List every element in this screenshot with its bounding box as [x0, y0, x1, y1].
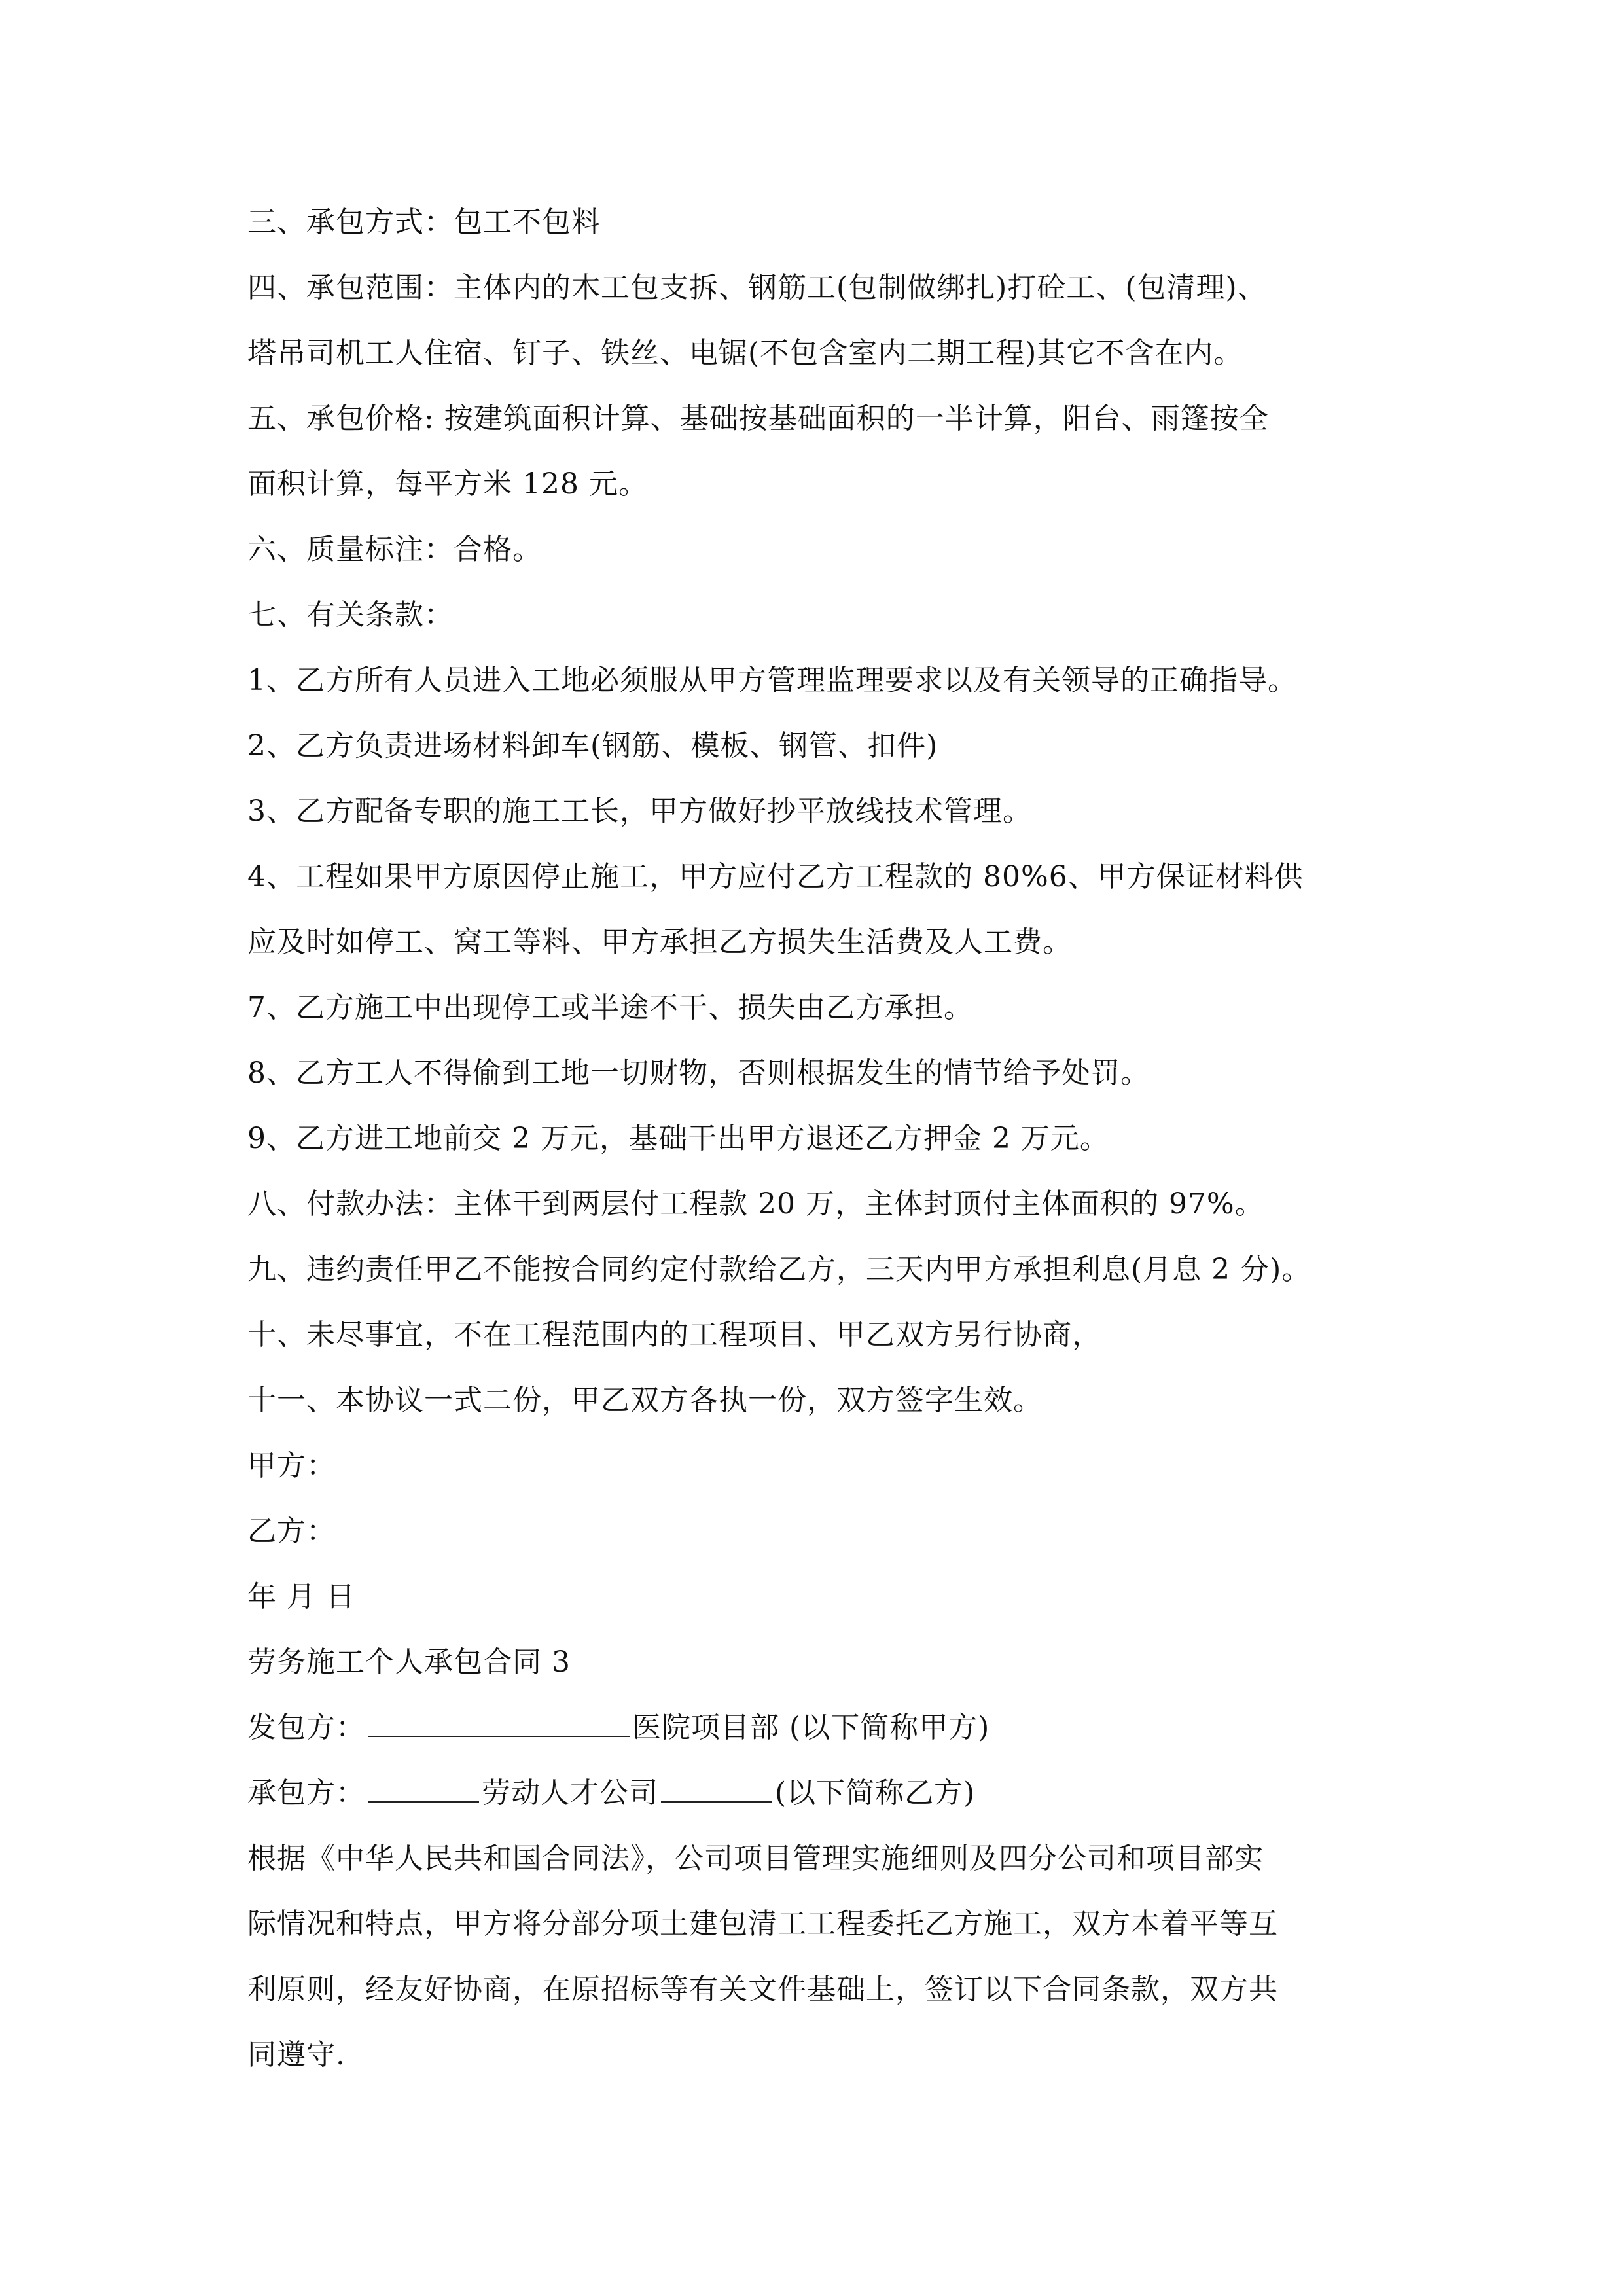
contractor-label: 发包方： [247, 1711, 365, 1744]
clause-quality: 六、质量标注：合格。 [247, 533, 542, 566]
contractor-suffix: 医院项目部 (以下简称甲方) [632, 1711, 990, 1744]
term-9: 9、乙方进工地前交 2 万元，基础干出甲方退还乙方押金 2 万元。 [247, 1122, 1109, 1155]
clause-payment: 八、付款办法：主体干到两层付工程款 20 万，主体封顶付主体面积的 97%。 [247, 1187, 1264, 1221]
term-1: 1、乙方所有人员进入工地必须服从甲方管理监理要求以及有关领导的正确指导。 [247, 664, 1297, 697]
date-line: 年 月 日 [247, 1580, 355, 1613]
preamble-line-4: 同遵守. [247, 2038, 346, 2072]
term-4-line-2: 应及时如停工、窝工等料、甲方承担乙方损失生活费及人工费。 [247, 925, 1072, 959]
clause-scope-line-2: 塔吊司机工人住宿、钉子、铁丝、电锯(不包含室内二期工程)其它不含在内。 [247, 336, 1243, 370]
contractor-line [247, 1695, 1432, 1761]
subcontractor-suffix: (以下简称乙方) [775, 1776, 976, 1810]
clause-terms-heading: 七、有关条款： [247, 598, 454, 632]
clause-scope-line-1: 四、承包范围：主体内的木工包支拆、钢筋工(包制做绑扎)打砼工、(包清理)、 [247, 271, 1267, 304]
subcontractor-label: 承包方： [247, 1776, 365, 1810]
contractor-blank [368, 1707, 630, 1737]
term-3: 3、乙方配备专职的施工工长，甲方做好抄平放线技术管理。 [247, 795, 1032, 828]
subcontractor-blank-after [661, 1772, 772, 1803]
term-2: 2、乙方负责进场材料卸车(钢筋、模板、钢管、扣件) [247, 729, 938, 762]
contract-3-title: 劳务施工个人承包合同 3 [247, 1645, 571, 1679]
party-a-signature: 甲方： [247, 1449, 336, 1482]
term-8: 8、乙方工人不得偷到工地一切财物，否则根据发生的情节给予处罚。 [247, 1056, 1150, 1090]
clause-price-line-2: 面积计算，每平方米 128 元。 [247, 467, 648, 501]
term-4-line-1: 4、工程如果甲方原因停止施工，甲方应付乙方工程款的 80%6、甲方保证材料供 [247, 860, 1304, 893]
subcontractor-blank-before [368, 1772, 479, 1803]
subcontractor-line [247, 1761, 1432, 1826]
term-7: 7、乙方施工中出现停工或半途不干、损失由乙方承担。 [247, 991, 973, 1024]
clause-price-line-1: 五、承包价格: 按建筑面积计算、基础按基础面积的一半计算，阳台、雨篷按全 [247, 402, 1269, 435]
clause-copies: 十一、本协议一式二份，甲乙双方各执一份，双方签字生效。 [247, 1384, 1043, 1417]
document-body [247, 190, 1432, 2088]
clause-other-matters: 十、未尽事宜，不在工程范围内的工程项目、甲乙双方另行协商， [247, 1318, 1101, 1352]
preamble-line-2: 际情况和特点，甲方将分部分项土建包清工工程委托乙方施工，双方本着平等互 [247, 1907, 1278, 1941]
party-b-signature: 乙方： [247, 1515, 336, 1548]
subcontractor-name: 劳动人才公司 [482, 1776, 658, 1810]
preamble-line-3: 利原则，经友好协商，在原招标等有关文件基础上，签订以下合同条款，双方共 [247, 1973, 1278, 2006]
preamble-line-1: 根据《中华人民共和国合同法》，公司项目管理实施细则及四分公司和项目部实 [247, 1842, 1264, 1875]
clause-breach: 九、违约责任甲乙不能按合同约定付款给乙方，三天内甲方承担利息(月息 2 分)。 [247, 1253, 1311, 1286]
clause-contract-method: 三、承包方式：包工不包料 [247, 206, 601, 239]
